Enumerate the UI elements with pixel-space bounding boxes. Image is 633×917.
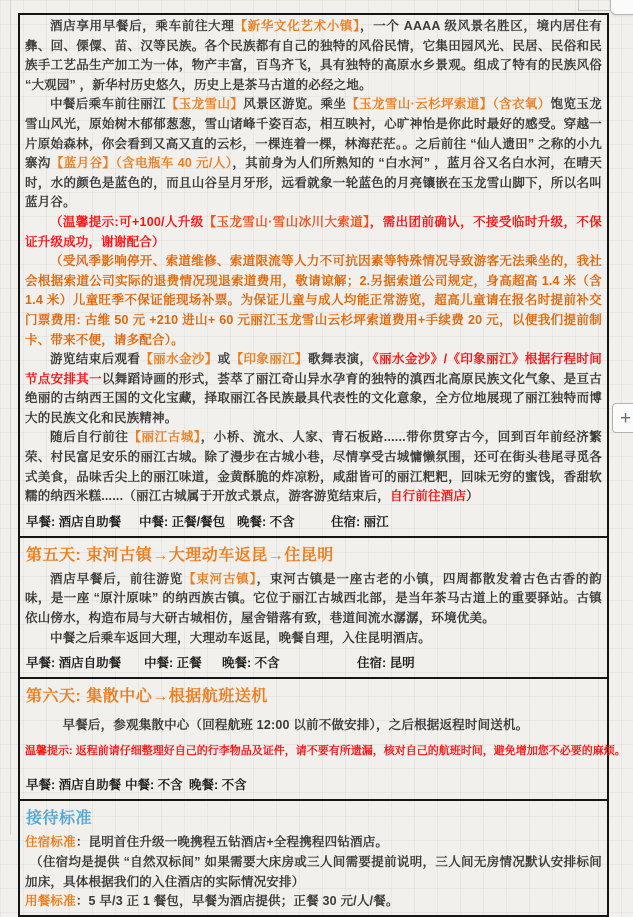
cableway-refund-notice: （受风季影响停开、索道维修、索道限流等人力不可抗因素等特殊情况导致游客无法乘坐的，我社会根据索道公司实际的退费情况现退索道费用，敬请谅解；2.另据索道公司规定，身高超高 1.4 米（含 1.4 米）儿童旺季不保证能现场补票。为保证儿童与成人均能正常游览，超高儿童请在报名时提前补交门票费用: 古维 50 元 +210 进山+ 60 元丽江玉龙雪山云杉坪索道费用+手续费 20 元，以便我们提前制卡、带来不便，请多配合）。 (25, 254, 602, 347)
lodging-info: 住宿: 丽江 (331, 514, 389, 529)
text-run: 饱览玉龙雪山风光，原始树木郁郁葱葱，雪山诸峰千姿百态，相互映衬，心旷神怡是你此时最好的感受。穿越一片原始森林，你会看到又高又直的云杉，一棵连着一棵，林海茫茫。。之后前往 “仙人遗田” 之称的小九寨沟 (25, 97, 602, 171)
attraction-highlight: 【玉龙雪山·雪山冰川大索道】 (203, 214, 370, 229)
lunch-info: 中餐: 正餐 (144, 656, 202, 671)
upgrade-notice (25, 213, 602, 252)
dinner-info: 晚餐: 不含 (222, 656, 280, 671)
text-run: ：昆明首住升级一晚携程五钻酒店+全程携程四钻酒店。 (75, 835, 389, 850)
text-run: ，需出团前确认，不接受临时升级，不保证升级成功，谢谢配合） (25, 214, 602, 249)
lodging-standard-label: 住宿标准 (25, 835, 76, 850)
text-run: 酒店早餐后，前往游览 (50, 571, 184, 586)
self-return-note: 自行前往酒店 (389, 489, 467, 504)
text-run: 游览结束后观看 (50, 352, 141, 367)
text-run: ） (466, 489, 479, 504)
day6-section (20, 677, 626, 799)
text-run: 以舞蹈诗画的形式，荟萃了丽江奇山异水孕育的独特的滇西北高原民族文化气象、是亘古绝丽的古纳西王国的文化宝藏，择取丽江各民族最具代表性的文化意象，全方位地展现了丽江独特而博大的民族文化和民族精神。 (25, 371, 602, 425)
attraction-highlight: 【印象丽江】 (230, 352, 308, 367)
paragraph-xinhua-town (25, 17, 602, 95)
text-run: 或 (217, 352, 231, 367)
fee-note: （含衣氧） (492, 97, 551, 112)
attraction-highlight: 【丽江古城】 (128, 430, 201, 445)
lodging-info: 住宿: 昆明 (357, 656, 415, 671)
breakfast-info: 早餐: 酒店自助餐 (26, 514, 122, 529)
lodging-standard-line (25, 833, 602, 853)
lodging-standard-note: （住宿均是提供 “自然双标间” 如果需要大床房或三人间需要提前说明，三人间无房情况默认安排标间加床，具体根据我们的入住酒店的实际情况安排） (25, 855, 602, 889)
breakfast-info: 早餐: 酒店自助餐 (26, 656, 122, 671)
attraction-highlight: 【丽水金沙】 (140, 352, 218, 367)
table-border-fragment-vertical (578, 0, 579, 10)
paragraph-send-off: 早餐后，参观集散中心（回程航班 12:00 以前不做安排），之后根据返程时间送机。 (62, 718, 529, 733)
day4-section (20, 15, 607, 536)
text-run: 歌舞表演， (307, 352, 373, 367)
reception-section (20, 799, 607, 914)
day5-section (20, 536, 607, 677)
text-run: ，小桥、流水、人家、青石板路......带你贯穿古今，回到百年前经济繁荣、村民富足安乐的丽江古城。除了漫步在古城小巷，尽情享受古城慵懒氛围，还可在街头巷尾寻觅各式美食，品味舌尖上的丽江味道，金黄酥脆的炸凉粉，咸甜皆可的丽江粑粑，回味无穷的蜜饯，香甜软糯的纳西米糕......（丽江古城属于开放式景点，游客游览结束后， (25, 430, 602, 504)
paragraph-shuhe-town (25, 570, 602, 629)
paragraph-jade-dragon-mountain (25, 95, 602, 213)
text-run: 酒店享用早餐后，乘车前往大理 (50, 19, 235, 33)
text-run: 随后自行前往 (50, 430, 129, 445)
paragraph-lijiang-oldtown (25, 428, 602, 506)
meal-standard-line (25, 892, 602, 912)
show-arrangement-note: 《丽水金沙》/《印象丽江》根据行程时间节点安排其一 (25, 352, 603, 386)
lunch-info: 中餐: 正餐/餐包 (139, 514, 226, 529)
fee-note: （含电瓶车 40 元/人） (115, 156, 233, 171)
meal-info-row (25, 770, 602, 796)
lunch-info: 中餐: 不含 (125, 778, 183, 793)
text-run: ，一个 AAAA 级风景名胜区，境内居住有彝、回、傈僳、苗、汉等民族。各个民族都有自己的独特的风俗民情，它集田园风光、民居、民俗和民族手工艺品生产加工为一体，物产丰富，百鸟齐飞，具有独特的高原水乡景观。组成了特有的民族风俗 “大观园” ，新华村历史悠久，历史上是茶马古道的必经之地。 (25, 19, 602, 92)
breakfast-info: 早餐: 酒店自助餐 (26, 778, 122, 793)
departure-reminder: 温馨提示: 返程前请仔细整理好自己的行李物品及证件，请不要有所遗漏，核对自己的航班时间，避免增加您不必要的麻烦。 (25, 744, 626, 757)
text-run: 中餐后乘车前往丽江 (50, 97, 166, 112)
text-run: ，束河古镇是一座古老的小镇，四周都散发着古色古香的韵味，是一座 “原汁原味” 的纳西族古镇。它位于丽江古城西北部，是当年茶马古道上的重要驿站。古镇依山傍水，构造布局与大研古城相仿，屋舍错落有致，巷道间流水潺潺，环境优美。 (25, 571, 602, 626)
text-run: ，其前身为人们所熟知的 “白水河” ，蓝月谷又名白水河，在晴天时，水的颜色是蓝色的，而且山谷呈月牙形，远看就象一轮蓝色的月亮镶嵌在玉龙雪山脚下，所以名叫蓝月谷。 (25, 156, 602, 210)
paragraph-show (25, 350, 602, 428)
table-border-fragment-horizontal (578, 10, 612, 11)
floating-panel-fragment (610, 0, 633, 15)
attraction-highlight: 【束河古镇】 (183, 571, 257, 586)
meal-info-row (25, 648, 602, 674)
attraction-highlight: 【玉龙雪山·云杉坪索道】 (346, 97, 493, 112)
paragraph-return-kunming: 中餐之后乘车返回大理，大理动车返昆，晚餐自理，入住昆明酒店。 (50, 630, 432, 645)
day5-title: 第五天: 束河古镇→大理动车返昆→住昆明 (26, 546, 334, 564)
meal-standard-label: 用餐标准 (25, 894, 76, 909)
reception-title: 接待标准 (26, 810, 93, 828)
attraction-highlight: 【新华文化艺术小镇】 (234, 19, 361, 33)
itinerary-document (18, 13, 626, 917)
dinner-info: 晚餐: 不含 (237, 514, 295, 529)
attraction-highlight: 【蓝月谷】 (50, 156, 116, 171)
attraction-highlight: 【玉龙雪山】 (165, 97, 244, 112)
meal-info-row (25, 507, 602, 533)
dinner-info: 晚餐: 不含 (189, 778, 247, 793)
zoom-in-plus-button[interactable]: + (612, 403, 633, 433)
text-run: （温馨提示:可+100/人升级 (50, 214, 204, 229)
text-run: 风景区游览。乘坐 (243, 97, 347, 112)
text-run: ：5 早/3 正 1 餐包，早餐为酒店提供；正餐 30 元/人/餐。 (75, 894, 399, 909)
page-margin-rule (10, 0, 11, 835)
day6-title: 第六天: 集散中心→根据航班送机 (26, 688, 268, 706)
